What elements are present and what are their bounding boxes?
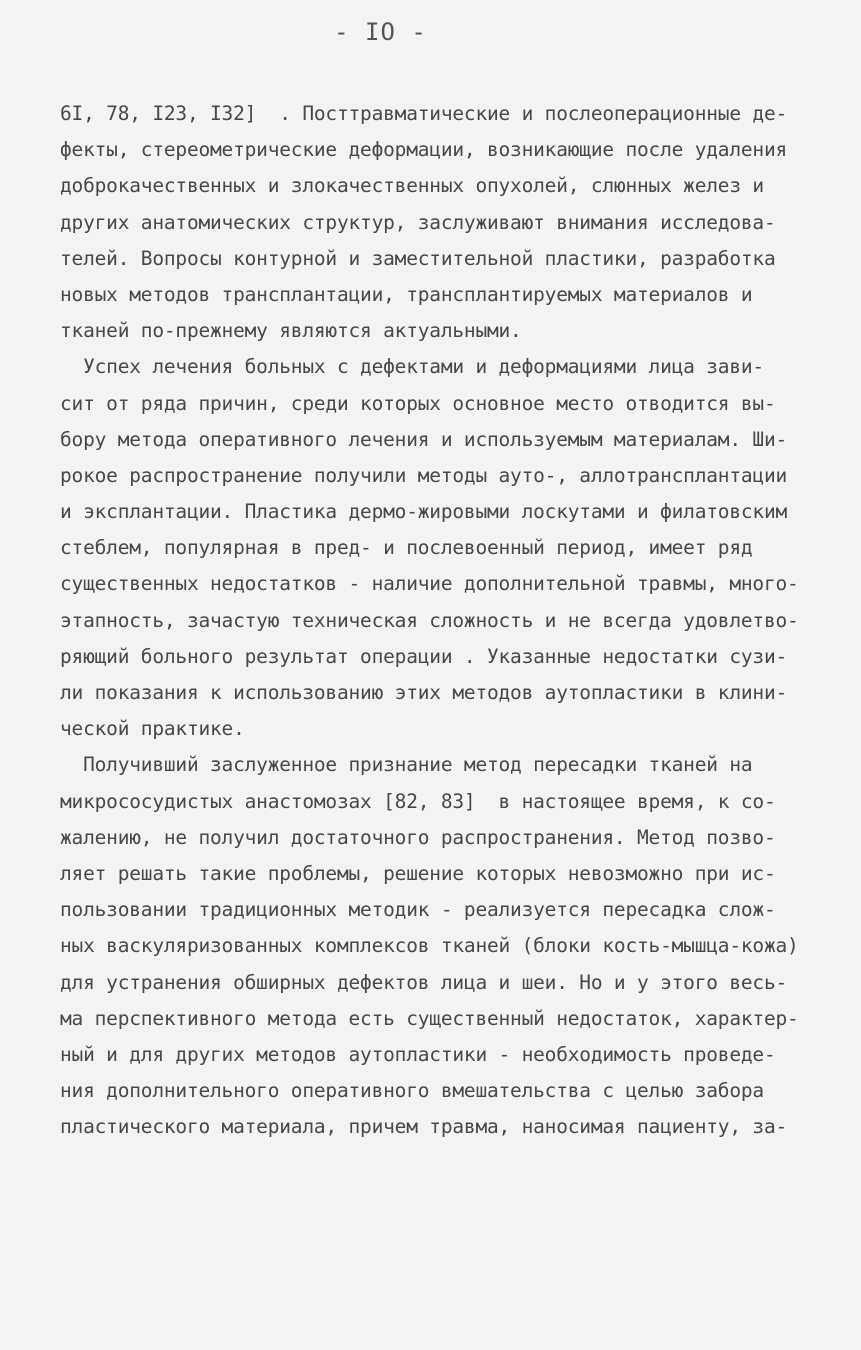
text-line: ряющий больного результат операции . Указанные недостатки сузи- [60,644,788,668]
text-line: ный и для других методов аутопластики - необходимость проведе- [60,1042,776,1066]
text-line: пользовании традиционных методик - реализуется пересадка слож- [60,898,776,922]
text-line: ма перспективного метода есть существенный недостаток, характер- [60,1006,799,1030]
text-line: 6I, 78, I23, I32] . Посттравматические и послеоперационные де- [60,102,788,125]
text-line: ческой практике. [60,717,245,741]
text-line: этапность, зачастую техническая сложность и не всегда удовлетво- [60,608,799,632]
text-line: микрососудистых анастомозах [82, 83] в настоящее время, к со- [60,789,776,813]
text-line: и эксплантации. Пластика дермо-жировыми лоскутами и филатовским [60,500,788,524]
text-line: новых методов трансплантации, трансплантируемых материалов и [60,282,753,306]
text-line: ных васкуляризованных комплексов тканей (блоки кость-мышца-кожа) [60,934,799,958]
text-line: ния дополнительного оперативного вмешательства с целью забора [60,1079,764,1103]
text-line: тканей по-прежнему являются актуальными. [60,319,522,343]
text-line: Получивший заслуженное признание метод пересадки тканей на [60,753,753,777]
text-line: рокое распространение получили методы ауто-, аллотрансплантации [60,463,788,487]
text-line: стеблем, популярная в пред- и послевоенный период, имеет ряд [60,536,753,560]
text-line: Успех лечения больных с дефектами и деформациями лица зави- [60,355,764,379]
text-line: ли показания к использованию этих методов аутопластики в клини- [60,681,788,704]
text-line: для устранения обширных дефектов лица и шеи. Но и у этого весь- [60,970,788,994]
body-text [60,96,820,1145]
text-line: ляет решать такие проблемы, решение которых невозможно при ис- [60,861,776,885]
text-line: сит от ряда причин, среди которых основное место отводится вы- [60,391,776,415]
text-line: телей. Вопросы контурной и заместительной пластики, разработка [60,246,776,270]
text-line: фекты, стереометрические деформации, возникающие после удаления [60,138,788,162]
text-line: доброкачественных и злокачественных опухолей, слюнных желез и [60,174,764,198]
text-line: бору метода оперативного лечения и используемым материалам. Ши- [60,427,788,451]
page-number: - IO - [334,18,427,46]
text-line: жалению, не получил достаточного распространения. Метод позво- [60,825,776,849]
text-line: других анатомических структур, заслуживают внимания исследова- [60,210,776,234]
text-line: существенных недостатков - наличие дополнительной травмы, много- [60,572,799,596]
text-line: пластического материала, причем травма, наносимая пациенту, за- [60,1115,788,1139]
